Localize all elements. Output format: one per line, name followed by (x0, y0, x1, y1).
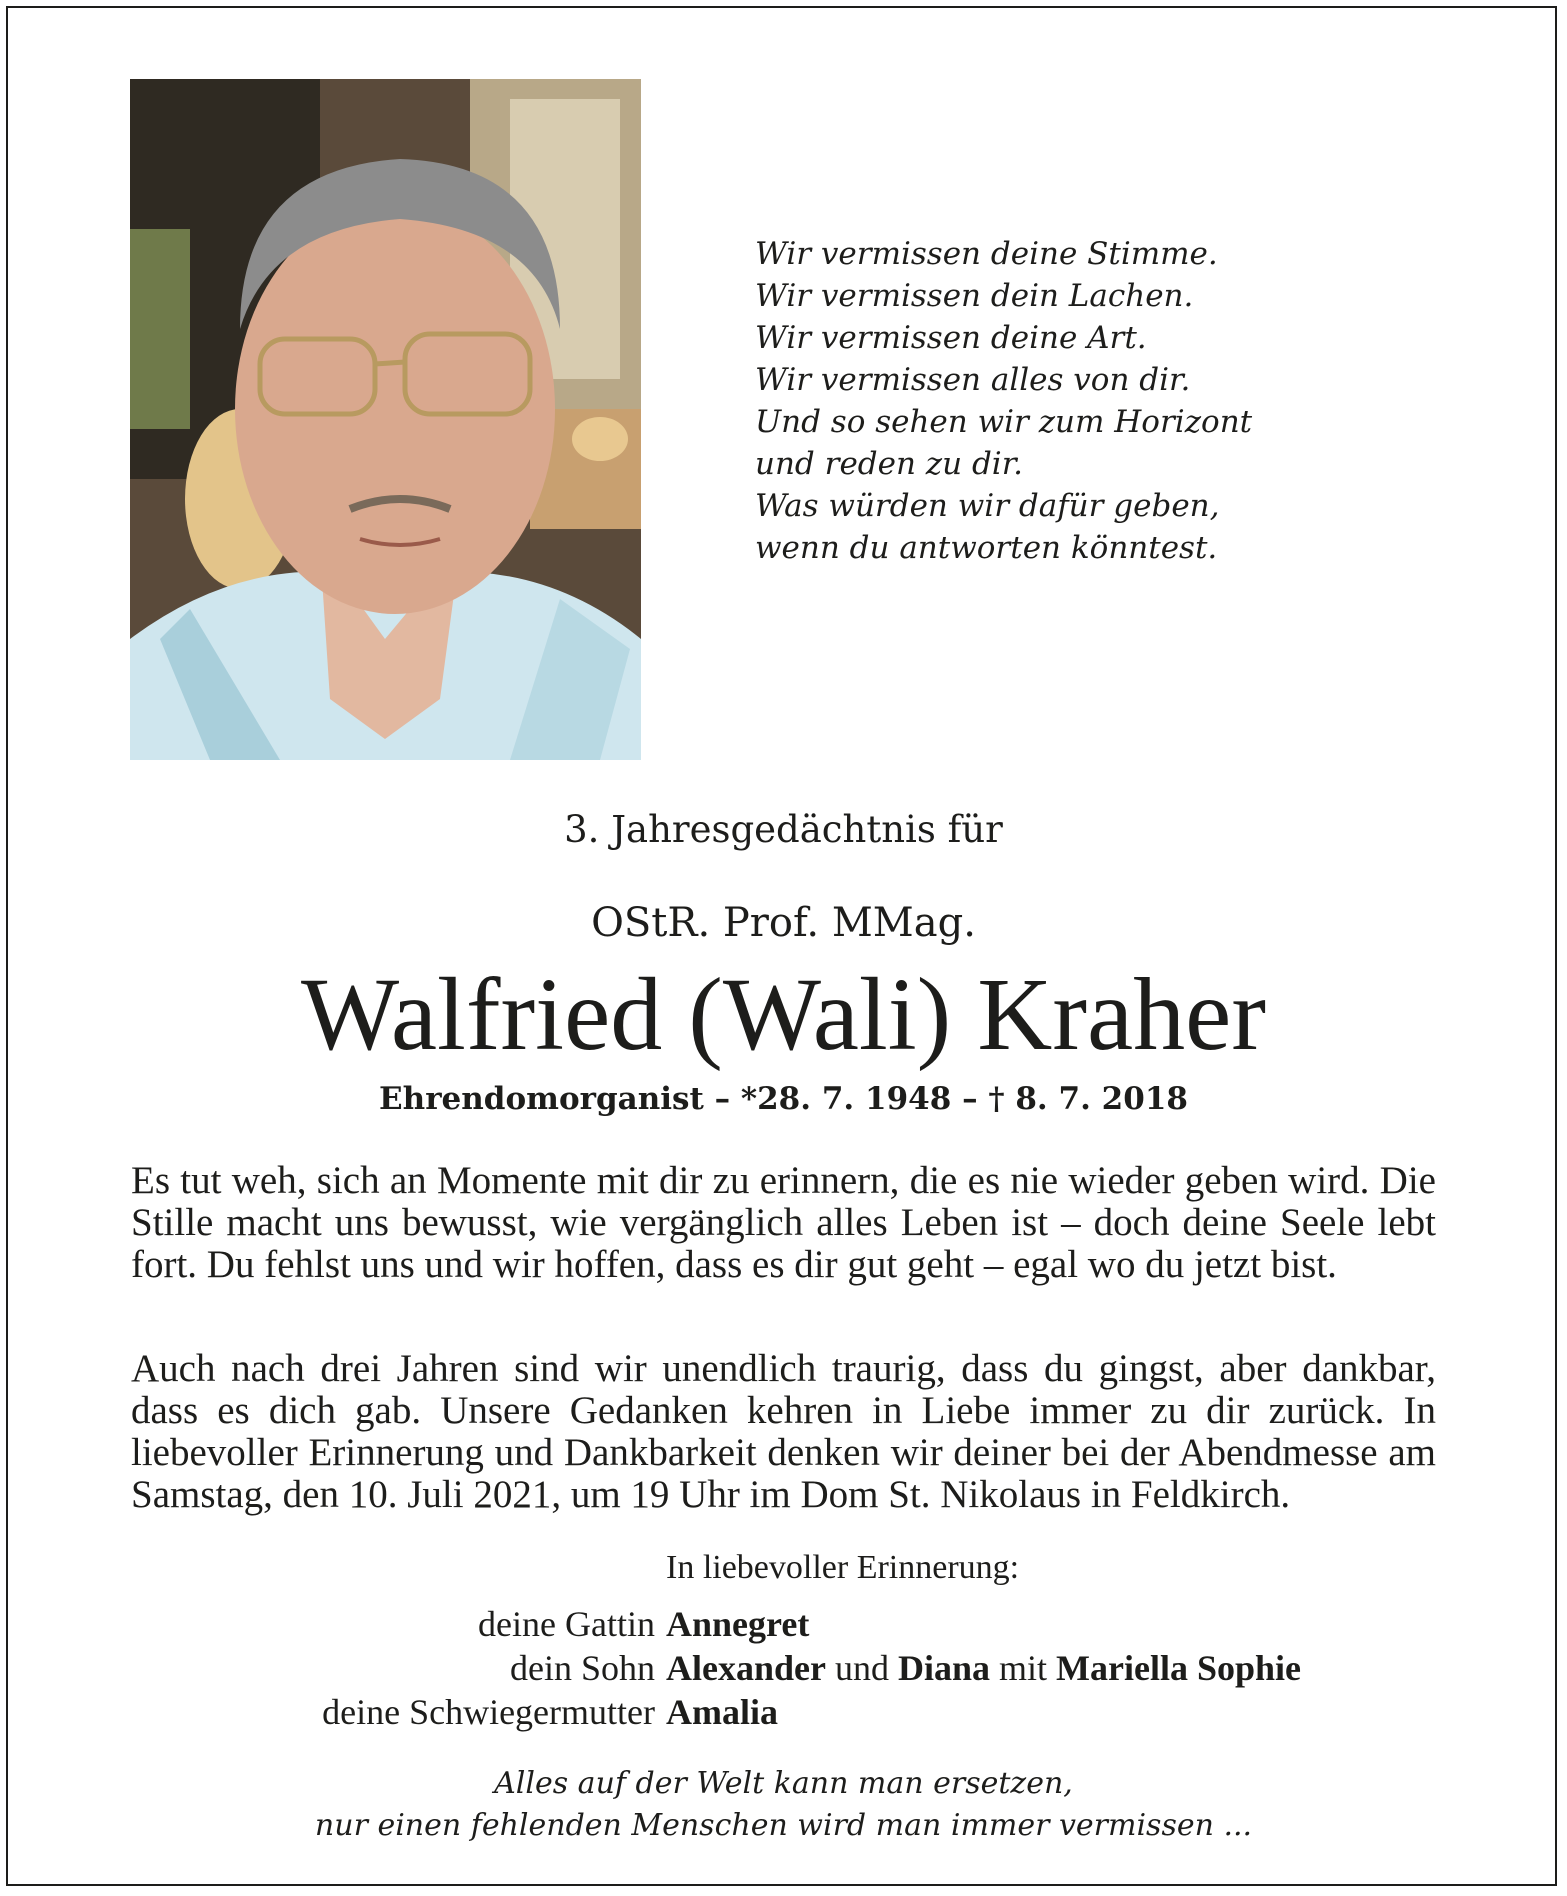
family-list (0, 1603, 1567, 1735)
family-name: Amalia (666, 1692, 778, 1732)
quote-line: Alles auf der Welt kann man ersetzen, (494, 1766, 1073, 1801)
poem-line: Wir vermissen deine Art. (755, 320, 1147, 356)
poem-line: wenn du antworten könntest. (755, 530, 1218, 566)
family-names (666, 1691, 778, 1733)
anniversary-heading: 3. Jahresgedächtnis für (564, 808, 1003, 851)
poem-line: Wir vermissen alles von dir. (755, 362, 1191, 398)
deceased-name: Walfried (Wali) Kraher (301, 957, 1266, 1072)
family-name: Mariella Sophie (1056, 1648, 1302, 1688)
closing-line: In liebevoller Erinnerung: (666, 1549, 1020, 1586)
quote-line: nur einen fehlenden Menschen wird man immer vermissen ... (314, 1808, 1253, 1843)
poem-line: Wir vermissen dein Lachen. (755, 278, 1194, 314)
family-name: Alexander (666, 1648, 826, 1688)
paragraph-1: Es tut weh, sich an Momente mit dir zu erinnern, die es nie wieder geben wird. Die Stille macht uns bewusst, wie vergänglich alles Leben ist – doch deine Seele lebt fort. Du fehlst uns und wir hoffen, dass es dir gut geht – egal wo du jetzt bist. (131, 1159, 1436, 1286)
family-row (0, 1647, 1567, 1691)
poem-line: Und so sehen wir zum Horizont (755, 404, 1253, 440)
family-row (0, 1603, 1567, 1647)
paragraph-2: Auch nach drei Jahren sind wir unendlich traurig, dass du gingst, aber dankbar, dass es dich gab. Unsere Gedanken kehren in Liebe immer zu dir zurück. In liebevoller Erinnerung und Dankbarkeit denken wir deiner bei der Abendmesse am Samstag, den 10. Juli 2021, um 19 Uhr im Dom St. Nikolaus in Feldkirch. (131, 1347, 1436, 1516)
family-names (666, 1647, 1301, 1689)
portrait-image (130, 79, 641, 760)
closing-quote (0, 1763, 1567, 1847)
family-row (0, 1691, 1567, 1735)
family-name: Diana (897, 1648, 991, 1688)
portrait-photo (130, 79, 641, 760)
family-relation: deine Gattin (478, 1604, 655, 1644)
family-relation: deine Schwiegermutter (322, 1692, 655, 1732)
life-dates: Ehrendomorganist – *28. 7. 1948 – † 8. 7. 2018 (379, 1081, 1188, 1117)
family-connector: mit (999, 1648, 1048, 1688)
academic-titles: OStR. Prof. MMag. (591, 900, 976, 946)
poem (755, 233, 1252, 569)
poem-line: Was würden wir dafür geben, (755, 488, 1220, 524)
family-relation: dein Sohn (509, 1648, 655, 1688)
poem-line: Wir vermissen deine Stimme. (755, 236, 1218, 272)
family-name: Annegret (666, 1604, 810, 1644)
family-names (666, 1603, 809, 1645)
family-connector: und (834, 1648, 889, 1688)
poem-line: und reden zu dir. (755, 446, 1023, 482)
